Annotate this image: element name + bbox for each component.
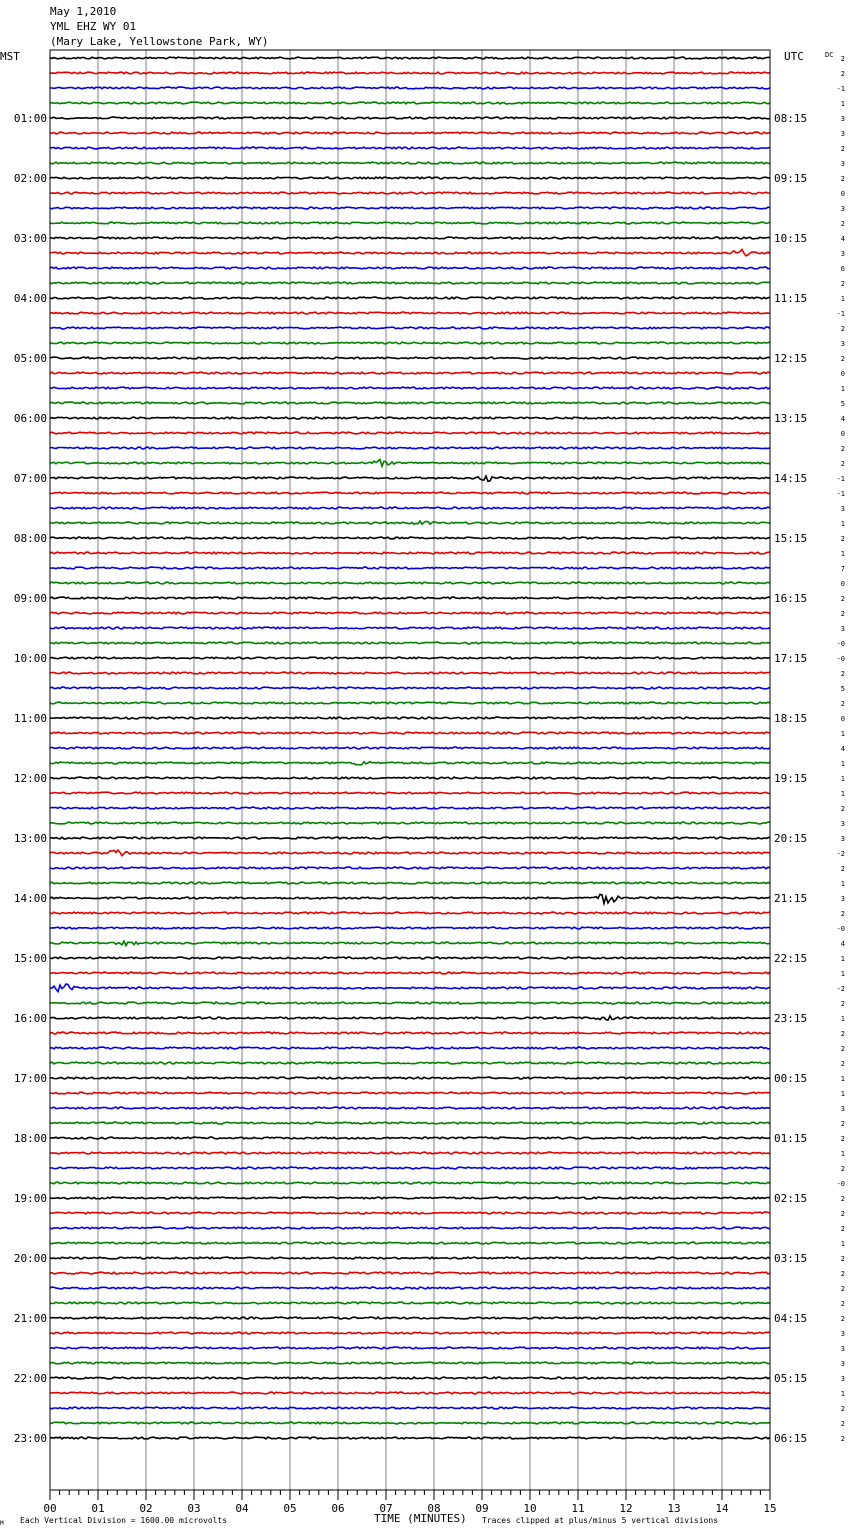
utc-hour-label: 10:15 [774,232,808,245]
trace-line [50,567,770,569]
trace-line [50,1257,770,1259]
trace-line [50,250,770,256]
dc-offset-value: 4 [840,235,845,243]
trace-line [50,1122,770,1124]
trace-line [50,1016,770,1020]
mst-hour-label: 11:00 [13,712,47,725]
dc-offset-value: 5 [840,400,845,408]
dc-offset-value: 1 [840,1090,845,1098]
trace-line [50,1152,770,1154]
dc-offset-value: 3 [840,835,845,843]
dc-offset-value: 3 [840,130,845,138]
dc-offset-value: 3 [840,505,845,513]
dc-offset-value: 0 [840,190,845,198]
trace-line [50,1212,770,1214]
mst-hour-label: 13:00 [13,832,47,845]
dc-offset-value: 2 [840,700,845,708]
mst-hour-label: 18:00 [13,1132,47,1145]
utc-hour-label: 22:15 [774,952,808,965]
axis-labels [14,55,845,1515]
trace-line [50,972,770,974]
dc-offset-value: 2 [840,1300,845,1308]
dc-offset-value: 2 [840,865,845,873]
trace-line [50,912,770,914]
dc-offset-value: 2 [840,1060,845,1068]
trace-line [50,476,770,481]
mst-hour-label: 20:00 [13,1252,47,1265]
dc-offset-value: 2 [840,610,845,618]
trace-line [50,762,770,765]
station-location: (Mary Lake, Yellowstone Park, WY) [50,35,269,48]
trace-line [50,521,770,524]
utc-hour-label: 02:15 [774,1192,808,1205]
x-tick-label: 01 [91,1502,105,1515]
mst-hour-label: 08:00 [13,532,47,545]
trace-line [50,850,770,856]
dc-offset-value: 1 [840,955,845,963]
mst-hour-label: 01:00 [13,112,47,125]
dc-offset-value: 2 [840,1120,845,1128]
trace-line [50,792,770,794]
x-tick-label: 10 [523,1502,537,1515]
dc-offset-value: 2 [840,70,845,78]
dc-offset-value: -1 [836,475,845,483]
trace-line [50,387,770,389]
dc-offset-value: 3 [840,1375,845,1383]
trace-line [50,1332,770,1334]
dc-offset-value: 1 [840,550,845,558]
trace-line [50,882,770,884]
x-tick-label: 11 [571,1502,585,1515]
trace-line [50,627,770,629]
dc-offset-value: 2 [840,595,845,603]
left-zone-label: MST [0,50,20,63]
dc-offset-value: 1 [840,1075,845,1083]
utc-hour-label: 21:15 [774,892,808,905]
trace-line [50,807,770,809]
trace-line [50,927,770,929]
dc-offset-value: 2 [840,175,845,183]
dc-offset-value: 2 [840,1255,845,1263]
trace-line [50,1287,770,1289]
trace-line [50,327,770,329]
trace-line [50,1392,770,1394]
trace-line [50,1032,770,1034]
trace-line [50,342,770,344]
dc-offset-value: 2 [840,1405,845,1413]
x-tick-label: 15 [763,1502,777,1515]
utc-hour-label: 04:15 [774,1312,808,1325]
x-axis-title: TIME (MINUTES) [374,1512,467,1525]
trace-line [50,507,770,509]
x-tick-label: 03 [187,1502,201,1515]
mst-hour-label: 02:00 [13,172,47,185]
trace-line [50,117,770,119]
dc-offset-value: 2 [840,1045,845,1053]
dc-offset-value: 3 [840,250,845,258]
dc-offset-value: 2 [840,220,845,228]
x-tick-label: 08 [427,1502,441,1515]
dc-offset-value: 2 [840,805,845,813]
trace-line [50,867,770,869]
trace-line [50,1092,770,1094]
trace-line [50,1347,770,1349]
trace-line [50,372,770,374]
dc-offset-value: 2 [840,145,845,153]
trace-line [50,1407,770,1409]
dc-offset-value: -2 [836,985,845,993]
trace-line [50,672,770,674]
dc-offset-value: 0 [840,715,845,723]
trace-line [50,642,770,644]
utc-hour-label: 11:15 [774,292,808,305]
mst-hour-label: 05:00 [13,352,47,365]
dc-offset-value: 3 [840,1330,845,1338]
trace-line [50,747,770,749]
dc-offset-value: 2 [840,1270,845,1278]
dc-offset-value: 1 [840,760,845,768]
trace-line [50,1242,770,1244]
clip-note: Traces clipped at plus/minus 5 vertical divisions [482,1516,719,1525]
mst-hour-label: 10:00 [13,652,47,665]
trace-line [50,192,770,194]
dc-offset-value: 1 [840,1390,845,1398]
mst-hour-label: 09:00 [13,592,47,605]
dc-offset-value: 3 [840,160,845,168]
trace-line [50,162,770,164]
dc-offset-value: 2 [840,325,845,333]
dc-offset-value: 3 [840,1345,845,1353]
trace-line [50,432,770,434]
x-tick-label: 09 [475,1502,489,1515]
mst-hour-label: 07:00 [13,472,47,485]
dc-offset-value: 3 [840,1105,845,1113]
dc-offset-value: 2 [840,460,845,468]
trace-line [50,1437,770,1439]
right-zone-label: UTC [784,50,804,63]
dc-offset-value: 6 [840,265,845,273]
trace-line [50,822,770,824]
trace-line [50,717,770,719]
utc-hour-label: 16:15 [774,592,808,605]
trace-line [50,1077,770,1079]
trace-line [50,1107,770,1109]
trace-line [50,777,770,779]
utc-hour-label: 20:15 [774,832,808,845]
utc-hour-label: 09:15 [774,172,808,185]
trace-line [50,297,770,299]
trace-line [50,1182,770,1184]
trace-line [50,657,770,659]
mst-hour-label: 17:00 [13,1072,47,1085]
trace-line [50,1302,770,1304]
dc-offset-value: 1 [840,790,845,798]
mst-hour-label: 16:00 [13,1012,47,1025]
station-name: YML EHZ WY 01 [50,20,137,33]
trace-line [50,984,770,992]
dc-offset-value: 4 [840,940,845,948]
trace-line [50,1062,770,1064]
mst-hour-label: 06:00 [13,412,47,425]
trace-line [50,537,770,539]
dc-offset-value: -1 [836,310,845,318]
dc-offset-value: -0 [836,925,845,933]
dc-offset-value: 0 [840,430,845,438]
trace-line [50,1362,770,1364]
utc-hour-label: 05:15 [774,1372,808,1385]
trace-line [50,237,770,239]
dc-offset-value: 2 [840,1285,845,1293]
dc-offset-value: 3 [840,820,845,828]
dc-offset-value: 1 [840,730,845,738]
trace-line [50,894,770,903]
x-tick-label: 13 [667,1502,681,1515]
utc-hour-label: 00:15 [774,1072,808,1085]
dc-offset-value: 2 [840,670,845,678]
x-tick-label: 12 [619,1502,633,1515]
trace-line [50,222,770,224]
dc-offset-value: 2 [840,355,845,363]
trace-line [50,447,770,449]
dc-offset-value: 5 [840,685,845,693]
dc-offset-value: 1 [840,295,845,303]
mst-hour-label: 22:00 [13,1372,47,1385]
dc-offset-value: 3 [840,1360,845,1368]
dc-offset-value: 2 [840,1435,845,1443]
mst-hour-label: 03:00 [13,232,47,245]
utc-hour-label: 18:15 [774,712,808,725]
scale-note: Each Vertical Division = 1600.00 microvolts [20,1516,228,1525]
dc-offset-value: 1 [840,385,845,393]
dc-offset-value: 2 [840,1225,845,1233]
dc-offset-value: 3 [840,895,845,903]
dc-offset-value: 2 [840,280,845,288]
trace-line [50,1317,770,1319]
trace-line [50,732,770,734]
dc-offset-value: 1 [840,1150,845,1158]
trace-line [50,957,770,959]
dc-offset-value: 2 [840,445,845,453]
dc-offset-value: 1 [840,520,845,528]
trace-line [50,1002,770,1004]
trace-line [50,941,770,945]
dc-offset-value: 2 [840,1030,845,1038]
dc-offset-value: 1 [840,970,845,978]
mst-hour-label: 21:00 [13,1312,47,1325]
dc-offset-value: 2 [840,1420,845,1428]
utc-hour-label: 13:15 [774,412,808,425]
trace-line [50,207,770,209]
mst-hour-label: 23:00 [13,1432,47,1445]
utc-hour-label: 01:15 [774,1132,808,1145]
dc-offset-value: 2 [840,910,845,918]
dc-offset-value: 1 [840,100,845,108]
traces [50,57,770,1439]
utc-hour-label: 06:15 [774,1432,808,1445]
trace-line [50,1377,770,1379]
trace-line [50,687,770,689]
dc-offset-value: 2 [840,1135,845,1143]
dc-label: DC [825,51,834,59]
corner-mark: M [0,1520,4,1527]
trace-line [50,1137,770,1139]
utc-hour-label: 12:15 [774,352,808,365]
dc-offset-value: 2 [840,1195,845,1203]
x-tick-label: 14 [715,1502,729,1515]
dc-offset-value: 7 [840,565,845,573]
trace-line [50,597,770,599]
dc-offset-value: 3 [840,625,845,633]
x-tick-label: 05 [283,1502,297,1515]
trace-line [50,417,770,419]
utc-hour-label: 19:15 [774,772,808,785]
trace-line [50,1197,770,1199]
dc-offset-value: 2 [840,1210,845,1218]
dc-offset-value: 3 [840,205,845,213]
trace-line [50,57,770,59]
trace-line [50,102,770,104]
trace-line [50,267,770,269]
dc-offset-value: 4 [840,415,845,423]
trace-line [50,582,770,584]
trace-line [50,312,770,314]
trace-line [50,402,770,404]
dc-offset-value: 1 [840,1240,845,1248]
trace-line [50,1047,770,1049]
dc-offset-value: 0 [840,580,845,588]
trace-line [50,552,770,554]
dc-offset-value: -0 [836,1180,845,1188]
trace-line [50,282,770,284]
dc-offset-value: 2 [840,55,845,63]
mst-hour-label: 19:00 [13,1192,47,1205]
trace-line [50,132,770,134]
dc-offset-value: 1 [840,775,845,783]
dc-offset-value: -2 [836,850,845,858]
dc-offset-value: 1 [840,880,845,888]
dc-offset-value: -1 [836,490,845,498]
dc-offset-value: 2 [840,1315,845,1323]
utc-hour-label: 15:15 [774,532,808,545]
utc-hour-label: 14:15 [774,472,808,485]
x-tick-label: 02 [139,1502,153,1515]
trace-line [50,492,770,494]
dc-offset-value: 2 [840,1165,845,1173]
x-tick-label: 07 [379,1502,393,1515]
trace-line [50,1227,770,1229]
trace-line [50,147,770,149]
mst-hour-label: 04:00 [13,292,47,305]
mst-hour-label: 15:00 [13,952,47,965]
trace-line [50,702,770,704]
dc-offset-value: 2 [840,535,845,543]
dc-offset-value: -1 [836,85,845,93]
trace-line [50,1167,770,1169]
dc-offset-value: 4 [840,745,845,753]
trace-line [50,87,770,89]
mst-hour-label: 12:00 [13,772,47,785]
utc-hour-label: 03:15 [774,1252,808,1265]
dc-offset-value: 3 [840,115,845,123]
trace-line [50,1422,770,1424]
trace-line [50,1272,770,1274]
mst-hour-label: 14:00 [13,892,47,905]
trace-line [50,460,770,467]
dc-offset-value: 0 [840,370,845,378]
utc-hour-label: 17:15 [774,652,808,665]
utc-hour-label: 23:15 [774,1012,808,1025]
dc-offset-value: 3 [840,340,845,348]
trace-line [50,357,770,359]
x-tick-label: 04 [235,1502,249,1515]
dc-offset-value: 2 [840,1000,845,1008]
trace-line [50,612,770,614]
chart-date: May 1,2010 [50,5,117,18]
utc-hour-label: 08:15 [774,112,808,125]
trace-line [50,837,770,839]
trace-line [50,72,770,74]
x-tick-label: 00 [43,1502,57,1515]
dc-offset-value: 1 [840,1015,845,1023]
dc-offset-value: -0 [836,640,845,648]
dc-offset-value: -0 [836,655,845,663]
trace-line [50,177,770,179]
x-tick-label: 06 [331,1502,345,1515]
